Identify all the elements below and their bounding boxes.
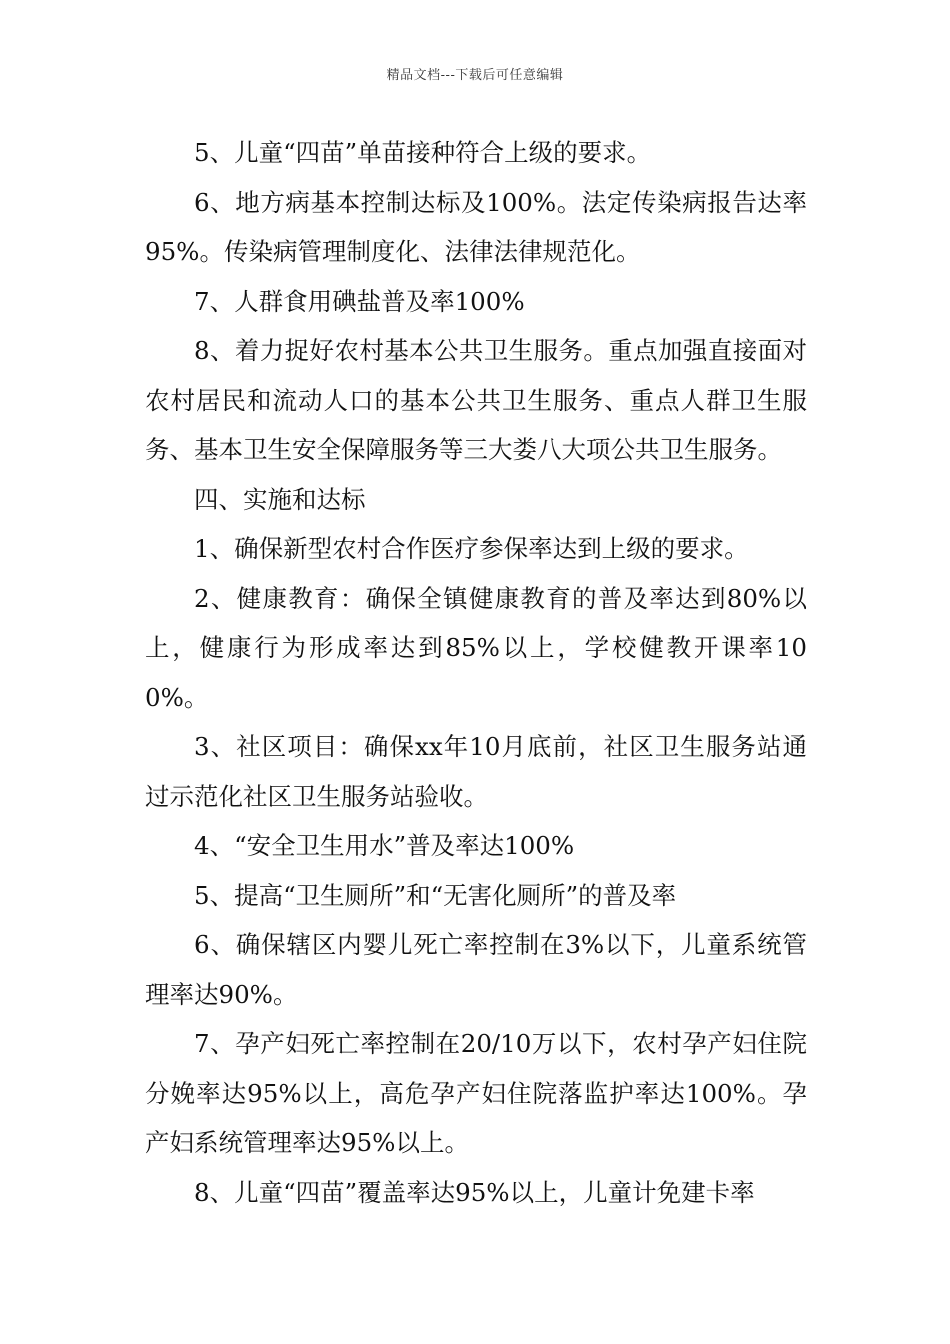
paragraph-item-8-public-health-services: 8、着力捉好农村基本公共卫生服务。重点加强直接面对农村居民和流动人口的基本公共卫生服务、重点人群卫生服务、基本卫生安全保障服务等三大娄八大项公共卫生服务。 bbox=[145, 336, 807, 464]
page-header: 精品文档---下载后可任意编辑 bbox=[386, 68, 564, 83]
document-body bbox=[145, 128, 807, 1217]
paragraph-item-7-maternal-mortality: 7、孕产妇死亡率控制在20/10万以下，农村孕产妇住院分娩率达95%以上，高危孕产妇住院落监护率达100%。孕产妇系统管理率达95%以上。 bbox=[145, 1029, 807, 1157]
paragraph-item-3-community-project: 3、社区项目：确保xx年10月底前，社区卫生服务站通过示范化社区卫生服务站验收。 bbox=[145, 732, 807, 811]
paragraph-item-5-vaccination: 5、儿童“四苗”单苗接种符合上级的要求。 bbox=[194, 138, 652, 167]
paragraph-item-8-immunization-coverage: 8、儿童“四苗”覆盖率达95%以上，儿童计免建卡率 bbox=[194, 1177, 755, 1207]
paragraph-item-2-health-education: 2、健康教育：确保全镇健康教育的普及率达到80%以上，健康行为形成率达到85%以上，学校健教开课率100%。 bbox=[145, 583, 807, 712]
paragraph-item-6-infant-mortality: 6、确保辖区内婴儿死亡率控制在3%以下，儿童系统管理率达90%。 bbox=[145, 930, 807, 1009]
paragraph-item-5-toilets: 5、提高“卫生厕所”和“无害化厕所”的普及率 bbox=[194, 880, 677, 910]
paragraph-item-6-endemic-disease: 6、地方病基本控制达标及100%。法定传染病报告达率95%。传染病管理制度化、法律法律规范化。 bbox=[145, 187, 807, 266]
paragraph-item-4-safe-water: 4、“安全卫生用水”普及率达100% bbox=[194, 831, 575, 860]
paragraph-item-7-iodized-salt: 7、人群食用碘盐普及率100% bbox=[194, 286, 525, 316]
section-heading-implementation: 四、实施和达标 bbox=[194, 484, 366, 514]
paragraph-item-1-insurance: 1、确保新型农村合作医疗参保率达到上级的要求。 bbox=[194, 534, 749, 563]
